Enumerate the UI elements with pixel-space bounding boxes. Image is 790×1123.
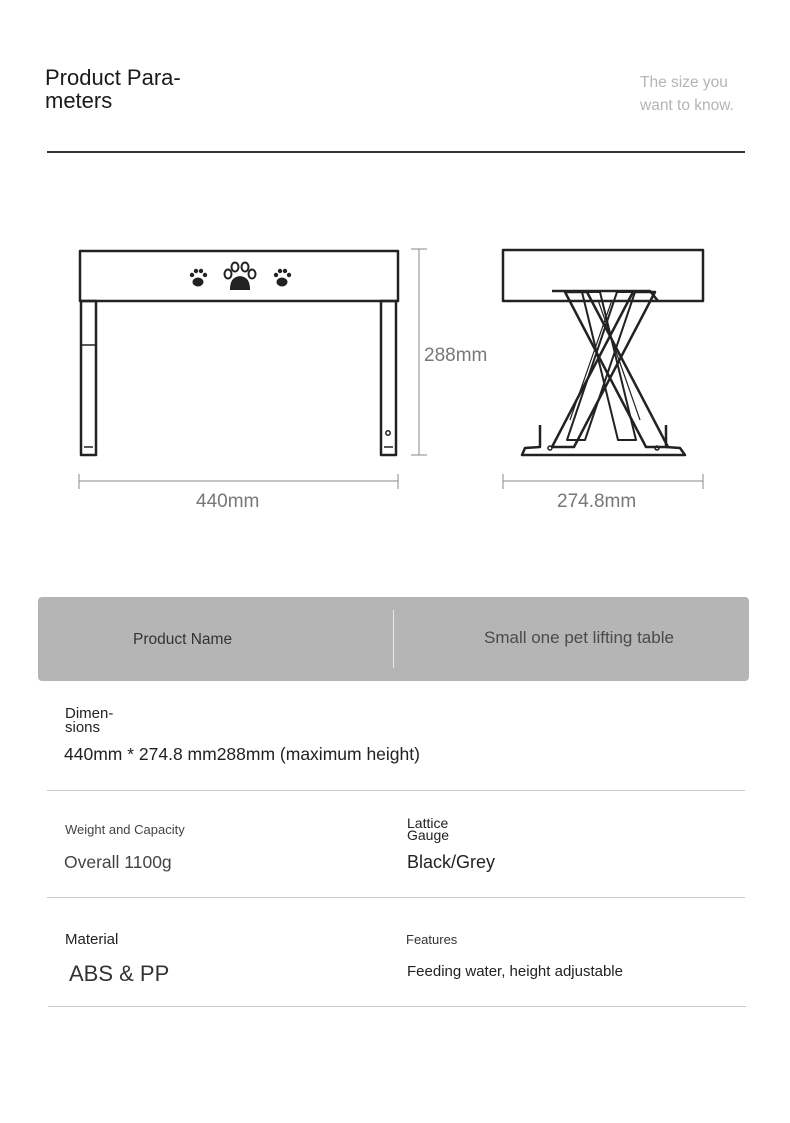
material-value: ABS & PP	[69, 961, 170, 986]
dimensions-value: 440mm * 274.8 mm288mm (maximum height)	[64, 744, 420, 764]
weight-label: Weight and Capacity	[65, 822, 185, 837]
lattice-gauge-label	[407, 817, 449, 841]
weight-value: Overall 1100g	[64, 852, 172, 872]
row-divider	[48, 1006, 746, 1007]
row-divider	[47, 897, 745, 898]
paw-print-icon	[274, 269, 291, 287]
page-subtitle-line2: want to know.	[640, 97, 734, 114]
page-title-line2: meters	[45, 88, 113, 113]
width-dimension-label: 440mm	[196, 491, 260, 512]
product-name-divider	[393, 610, 394, 668]
product-name-value: Small one pet lifting table	[484, 628, 674, 647]
product-name-label: Product Name	[133, 631, 233, 648]
dimensions-label-line2: sions	[65, 719, 101, 736]
depth-dimension-label: 274.8mm	[557, 491, 637, 512]
lattice-gauge-label-line1: Lattice	[407, 815, 449, 831]
material-label: Material	[65, 931, 119, 948]
page-title-line1: Product Para-	[45, 65, 181, 90]
side-view-drawing	[503, 250, 703, 455]
height-dimension-label: 288mm	[424, 345, 488, 366]
dimensions-label	[65, 707, 113, 735]
paw-print-icon	[225, 263, 256, 290]
page-subtitle-line1: The size you	[640, 74, 728, 91]
features-value: Feeding water, height adjustable	[407, 963, 623, 980]
paw-print-icon	[190, 269, 207, 287]
product-diagram	[0, 0, 790, 560]
lattice-gauge-label-line2: Gauge	[407, 827, 450, 843]
features-label: Features	[406, 932, 458, 947]
lattice-gauge-value: Black/Grey	[407, 852, 496, 872]
row-divider	[47, 790, 745, 791]
dimensions-label-line1: Dimen-	[65, 705, 114, 722]
